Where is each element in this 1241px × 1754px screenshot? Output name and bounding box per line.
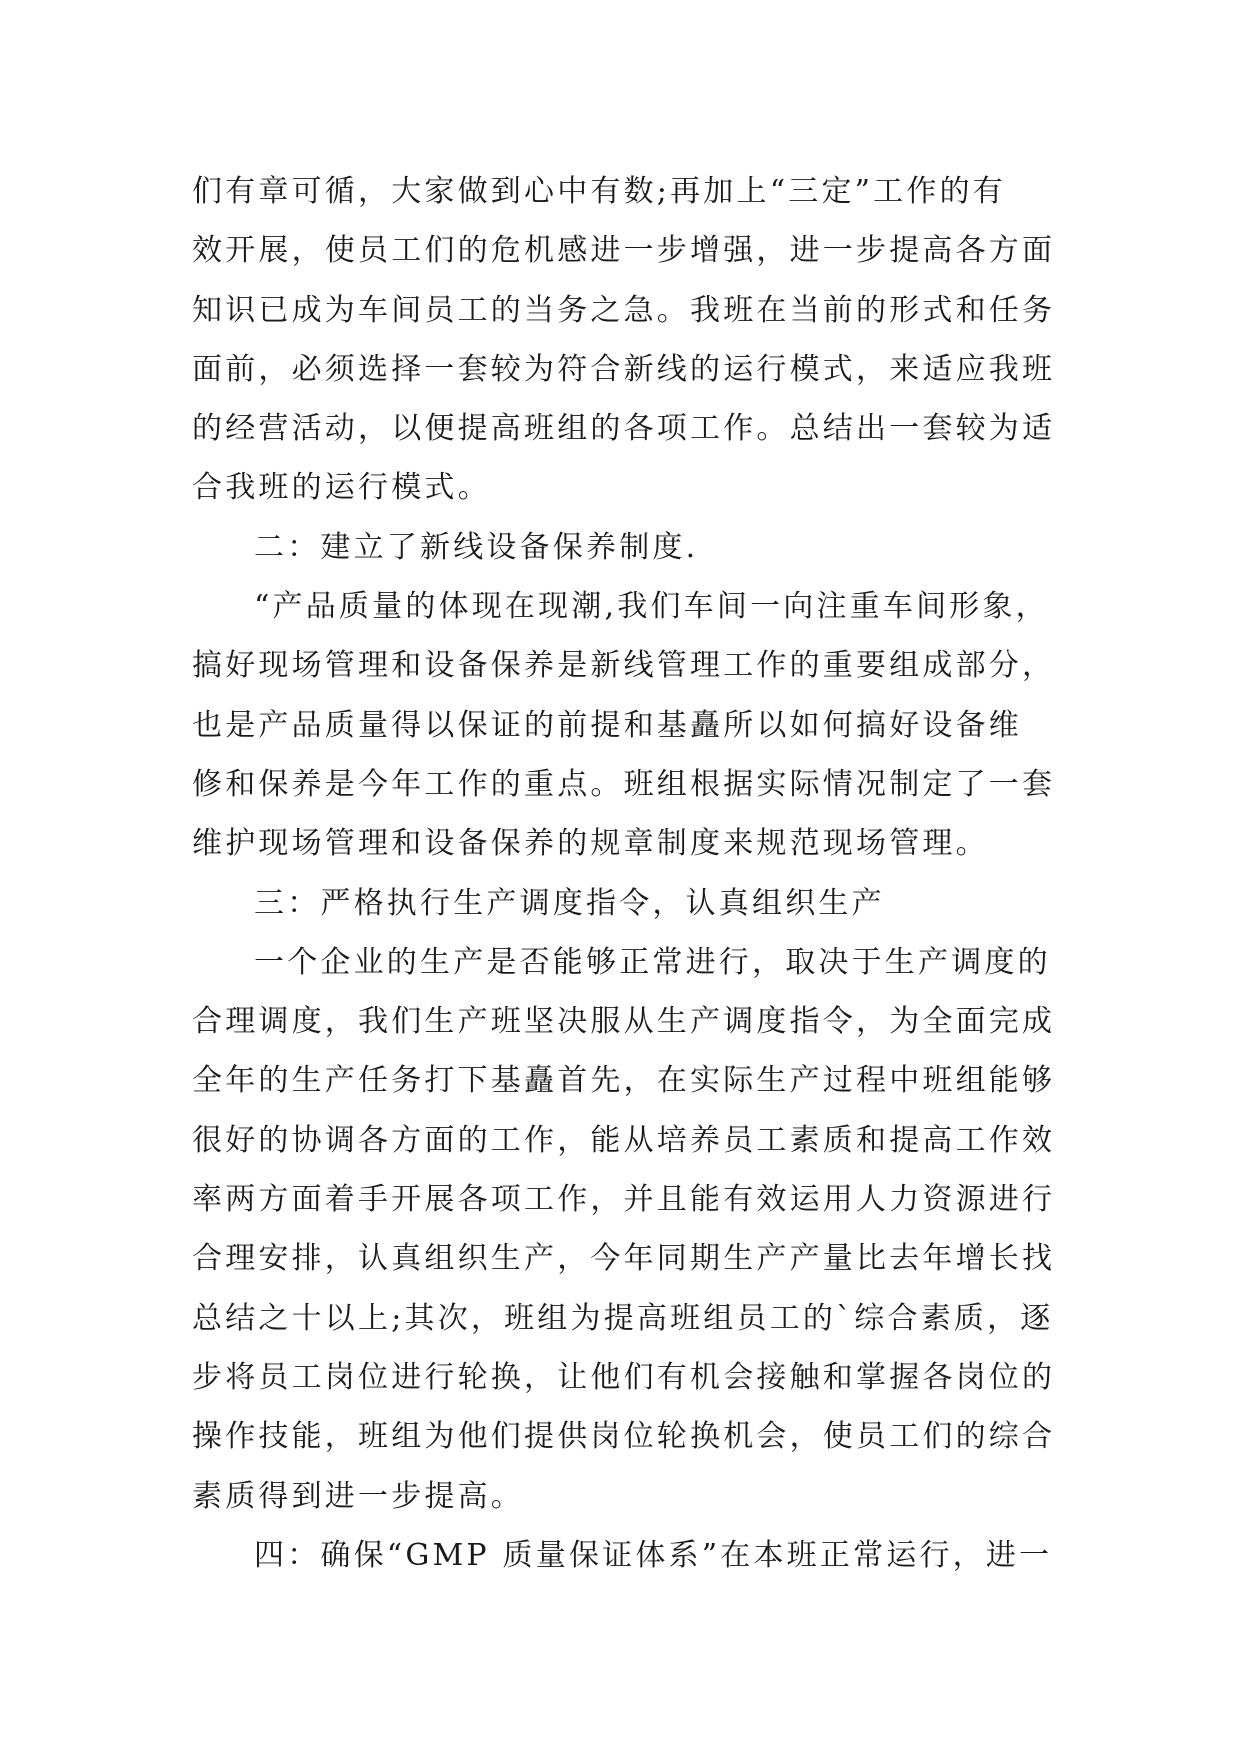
text-line: 合理调度，我们生产班坚决服从生产调度指令，为全面完成 bbox=[192, 1004, 1056, 1040]
text-line: 搞好现场管理和设备保养是新线管理工作的重要组成部分， bbox=[192, 648, 1056, 684]
text-line: 维护现场管理和设备保养的规章制度来规范现场管理。 bbox=[192, 826, 989, 862]
text-line: 很好的协调各方面的工作，能从培养员工素质和提高工作效 bbox=[192, 1122, 1056, 1158]
paragraph-start: 一个企业的生产是否能够正常进行，取决于生产调度的 bbox=[254, 944, 1051, 980]
text-line: 合理安排，认真组织生产，今年同期生产产量比去年增长找 bbox=[192, 1241, 1056, 1277]
text-line: 修和保养是今年工作的重点。班组根据实际情况制定了一套 bbox=[192, 766, 1056, 802]
text-line: 合我班的运行模式。 bbox=[192, 470, 491, 506]
section-heading: 三：严格执行生产调度指令，认真组织生产 bbox=[254, 885, 885, 921]
text-line: 全年的生产任务打下基矗首先，在实际生产过程中班组能够 bbox=[192, 1063, 1056, 1099]
text-line: 总结之十以上;其次，班组为提高班组员工的`综合素质，逐 bbox=[192, 1300, 1054, 1336]
text-line: 知识已成为车间员工的当务之急。我班在当前的形式和任务 bbox=[192, 292, 1056, 328]
text-line: 效开展，使员工们的危机感进一步增强，进一步提高各方面 bbox=[192, 233, 1056, 269]
text-line: 率两方面着手开展各项工作，并且能有效运用人力资源进行 bbox=[192, 1182, 1056, 1218]
text-line: 也是产品质量得以保证的前提和基矗所以如何搞好设备维 bbox=[192, 707, 1022, 743]
document-body bbox=[192, 162, 1072, 1585]
section-heading: 二：建立了新线设备保养制度. bbox=[254, 529, 699, 565]
paragraph-start: “产品质量的体现在现潮,我们车间一向注重车间形象， bbox=[254, 589, 1049, 625]
text-line: 面前，必须选择一套较为符合新线的运行模式，来适应我班 bbox=[192, 351, 1056, 387]
text-line: 操作技能，班组为他们提供岗位轮换机会，使员工们的综合 bbox=[192, 1419, 1056, 1455]
section-heading: 四：确保“GMP 质量保证体系”在本班正常运行，进一 bbox=[254, 1537, 1053, 1573]
text-line: 的经营活动，以便提高班组的各项工作。总结出一套较为适 bbox=[192, 411, 1056, 447]
text-line: 步将员工岗位进行轮换，让他们有机会接触和掌握各岗位的 bbox=[192, 1359, 1056, 1395]
text-line: 素质得到进一步提高。 bbox=[192, 1478, 524, 1514]
text-line: 们有章可循，大家做到心中有数;再加上“三定”工作的有 bbox=[192, 174, 1006, 209]
